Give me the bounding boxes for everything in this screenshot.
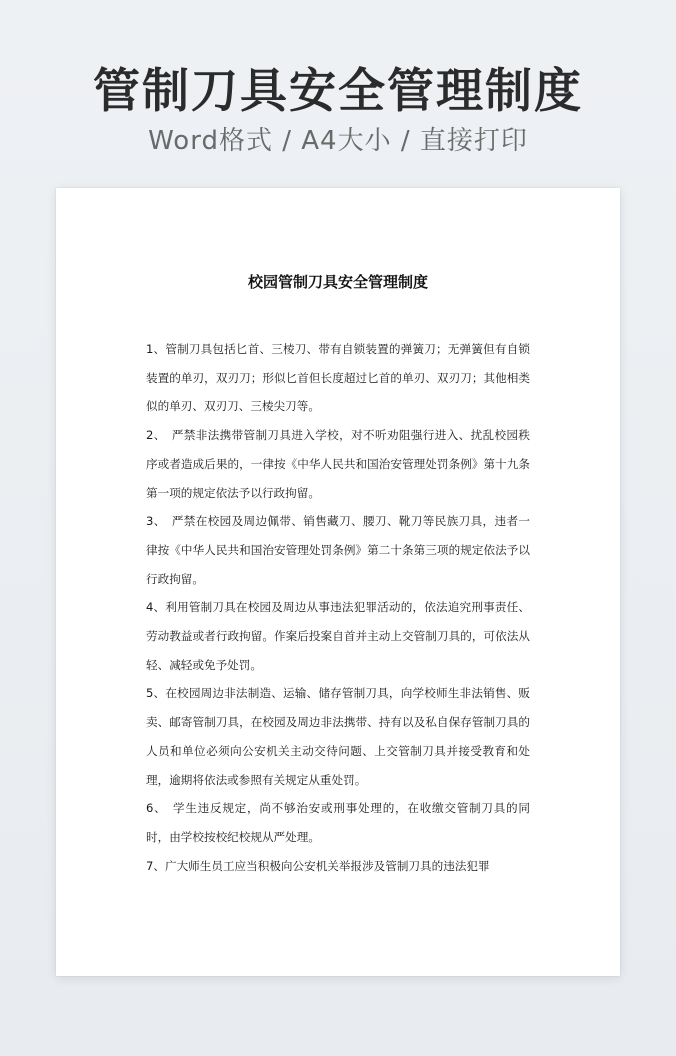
page-header xyxy=(0,62,676,158)
paragraph-5: 5、在校园周边非法制造、运输、储存管制刀具，向学校师生非法销售、贩卖、邮寄管制刀具，在校园及周边非法携带、持有以及私自保存管制刀具的人员和单位必须向公安机关主动交待问题、上交管制刀具并接受教育和处理，逾期将依法或参照有关规定从重处罚。 xyxy=(146,686,530,787)
paragraph-1: 1、管制刀具包括匕首、三棱刀、带有自锁装置的弹簧刀；无弹簧但有自锁装置的单刃，双刃刀；形似匕首但长度超过匕首的单刃、双刃刀；其他相类似的单刃、双刃刀、三棱尖刀等。 xyxy=(146,342,530,414)
paragraph-3: 3、 严禁在校园及周边佩带、销售藏刀、腰刀、靴刀等民族刀具，违者一律按《中华人民共和国治安管理处罚条例》第二十条第三项的规定依法予以行政拘留。 xyxy=(146,514,530,586)
document-page xyxy=(56,188,620,976)
document-title: 校园管制刀具安全管理制度 xyxy=(247,273,428,291)
paragraph-6: 6、 学生违反规定，尚不够治安或刑事处理的，在收缴交管制刀具的同时，由学校按校纪校规从严处理。 xyxy=(146,801,530,844)
page-subtitle: Word格式 / A4大小 / 直接打印 xyxy=(148,126,528,156)
paragraph-7: 7、广大师生员工应当积极向公安机关举报涉及管制刀具的违法犯罪 xyxy=(146,858,490,873)
document-body xyxy=(146,335,530,880)
page-title: 管制刀具安全管理制度 xyxy=(93,64,583,119)
paragraph-4: 4、利用管制刀具在校园及周边从事违法犯罪活动的，依法追究刑事责任、劳动教益或者行政拘留。作案后投案自首并主动上交管制刀具的，可依法从轻、减轻或免予处罚。 xyxy=(146,600,530,672)
paragraph-2: 2、 严禁非法携带管制刀具进入学校，对不听劝阻强行进入、扰乱校园秩序或者造成后果的，一律按《中华人民共和国治安管理处罚条例》第十九条第一项的规定依法予以行政拘留。 xyxy=(146,428,530,500)
